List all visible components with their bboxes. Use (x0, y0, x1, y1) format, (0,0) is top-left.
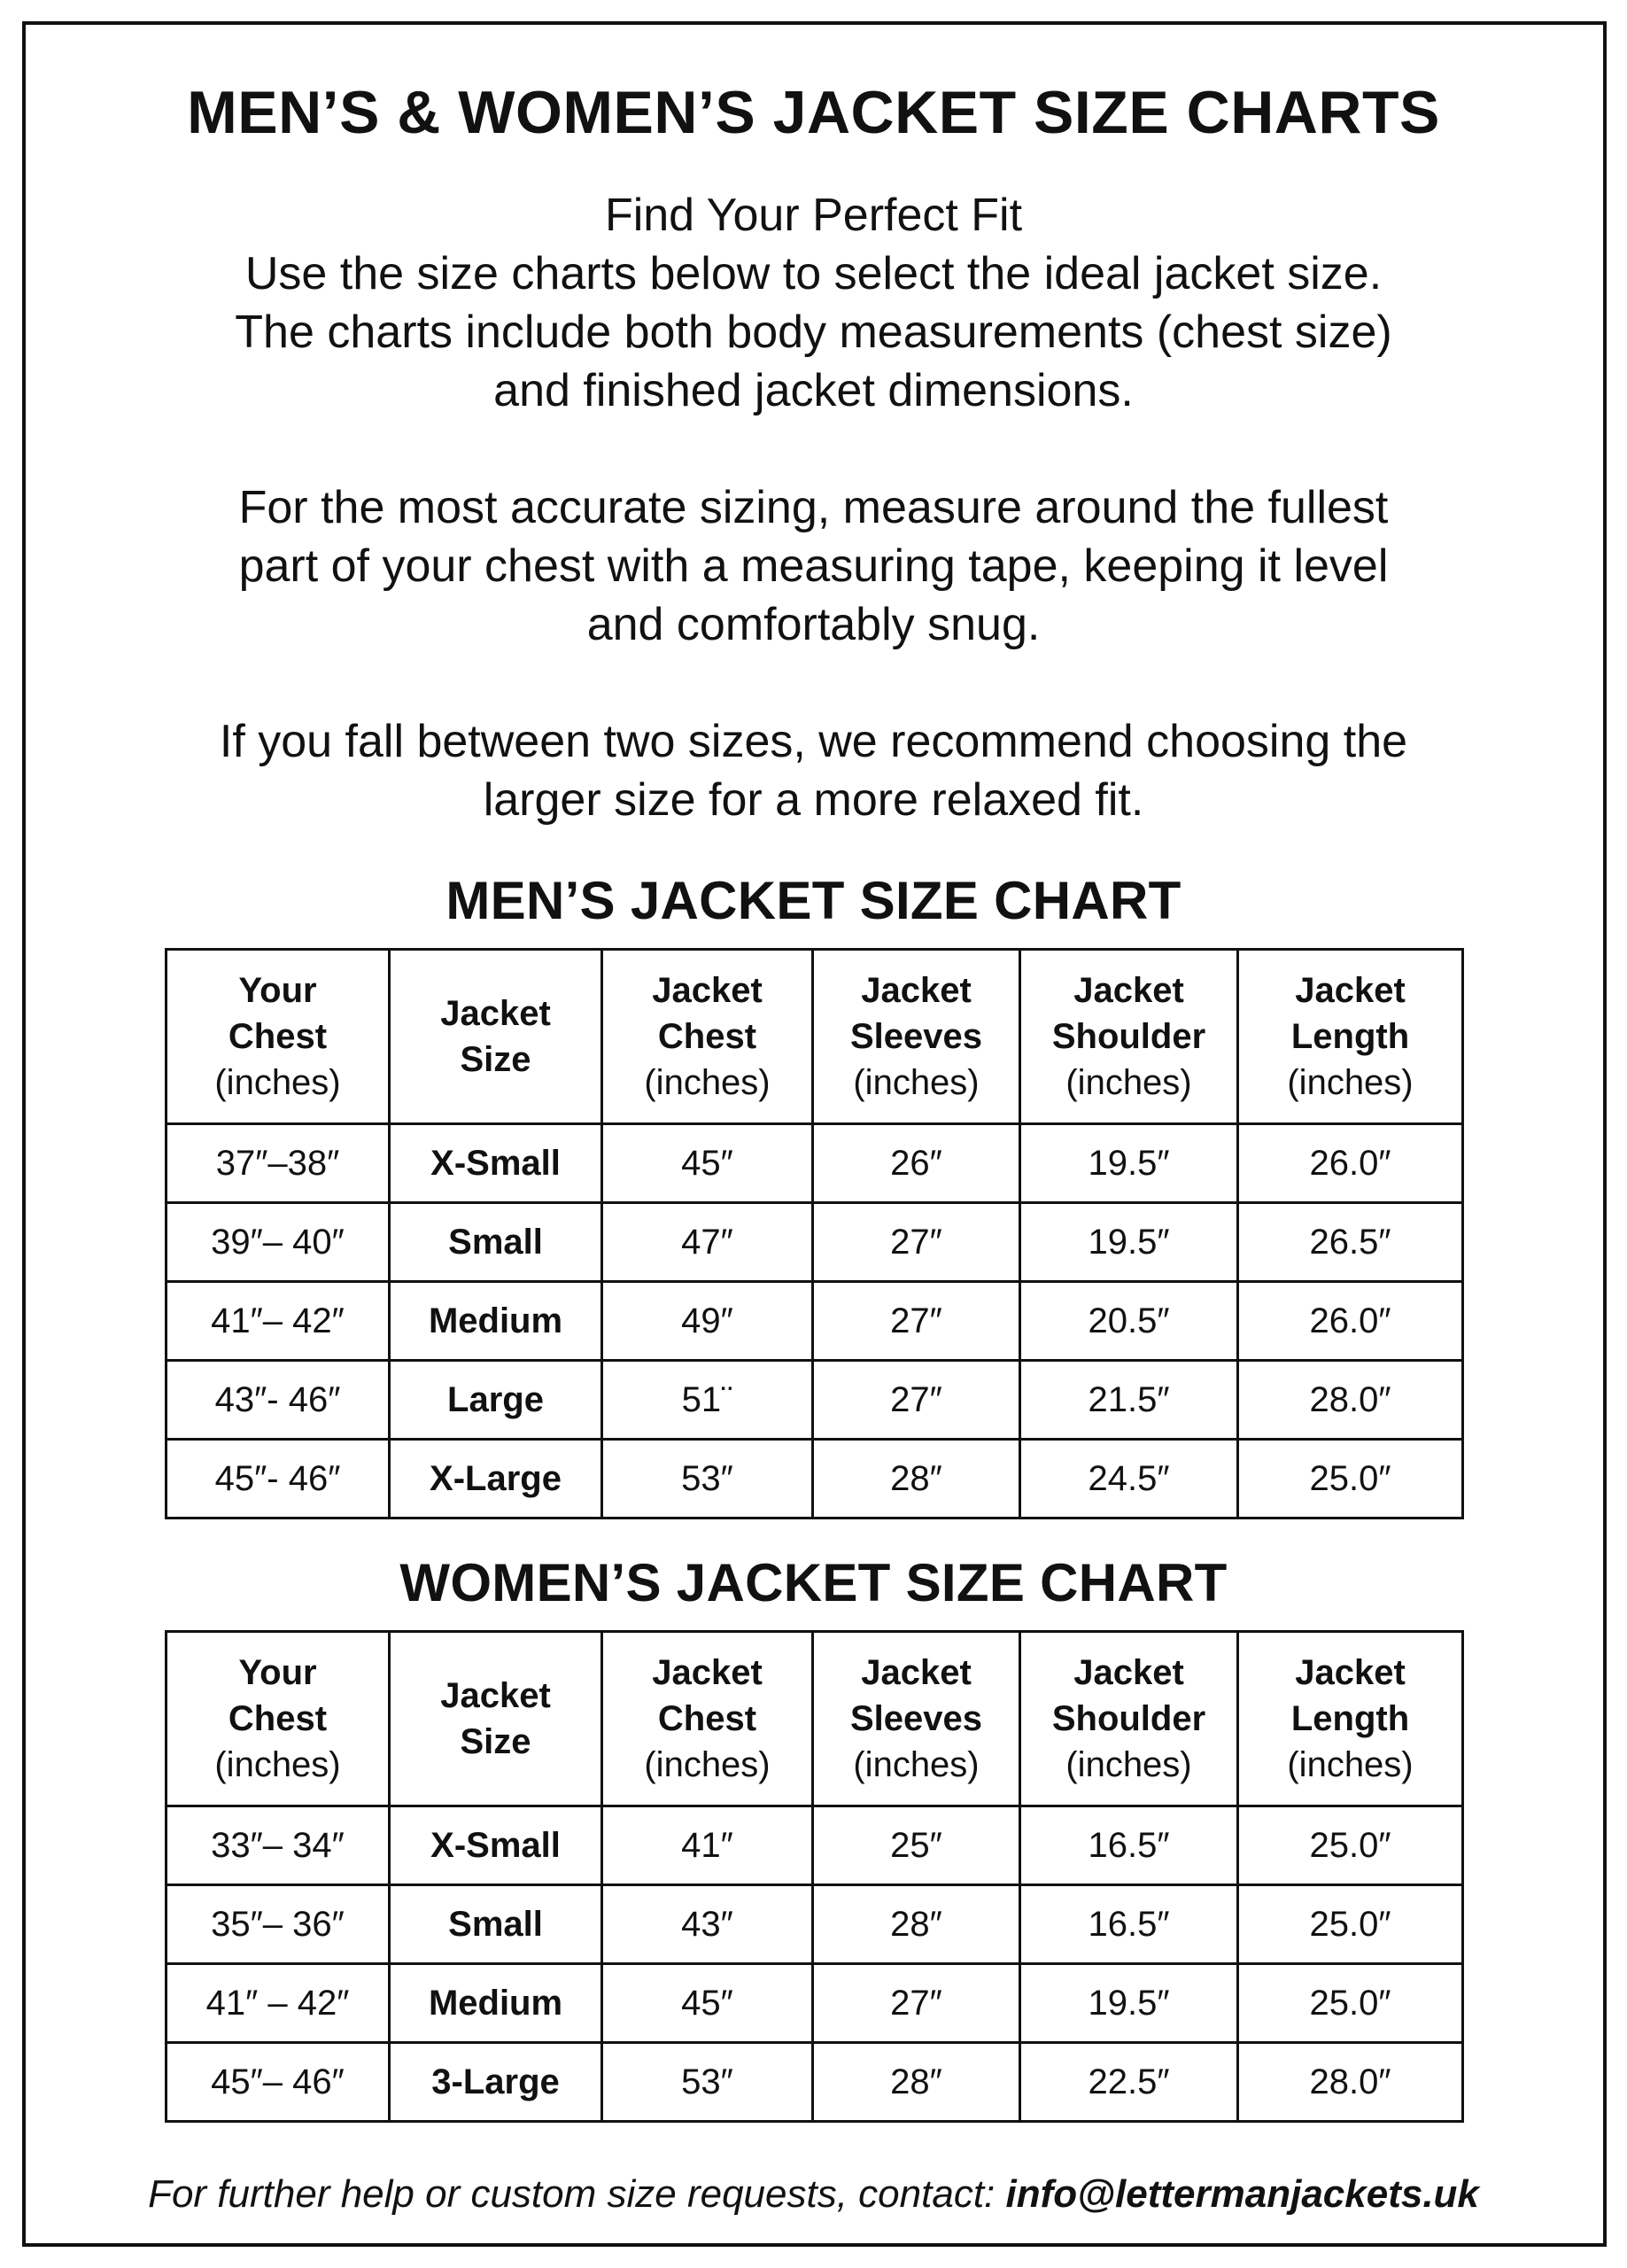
size-label-cell: X-Small (390, 1124, 602, 1203)
measurement-cell: 45″– 46″ (167, 2043, 390, 2122)
between-sizes-tip-line: larger size for a more relaxed fit. (483, 774, 1144, 826)
column-header (1238, 950, 1463, 1124)
table-header-row (167, 1632, 1463, 1806)
column-header-label: Sleeves (849, 1699, 983, 1738)
column-header-unit: (inches) (1065, 1063, 1192, 1102)
column-header-unit: (inches) (1287, 1745, 1414, 1784)
contact-email-link[interactable]: info@lettermanjackets.uk (1005, 2172, 1479, 2216)
column-header-label: Size (460, 1040, 531, 1079)
column-header-label: Chest (657, 1699, 757, 1738)
measurement-cell: 28″ (813, 1885, 1020, 1964)
size-label-cell: Medium (390, 1282, 602, 1361)
measurement-cell: 35″– 36″ (167, 1885, 390, 1964)
measure-instructions-line: and comfortably snug. (586, 599, 1041, 650)
column-header-label: Length (1290, 1699, 1410, 1738)
column-header (602, 1632, 813, 1806)
measurement-cell: 47″ (602, 1203, 813, 1282)
measurement-cell: 43″ (602, 1885, 813, 1964)
column-header (167, 950, 390, 1124)
measurement-cell: 27″ (813, 1282, 1020, 1361)
measurement-cell: 16.5″ (1020, 1806, 1238, 1885)
between-sizes-tip-line: If you fall between two sizes, we recommend choosing the (219, 716, 1408, 767)
measurement-cell: 25.0″ (1238, 1885, 1463, 1964)
table-row (167, 1885, 1463, 1964)
measurement-cell: 28″ (813, 2043, 1020, 2122)
column-header-label: Jacket (1295, 1653, 1406, 1692)
column-header-label: Jacket (1073, 971, 1184, 1010)
measurement-cell: 19.5″ (1020, 1964, 1238, 2043)
intro-text (0, 186, 1627, 829)
measurement-cell: 20.5″ (1020, 1282, 1238, 1361)
column-header (1238, 1632, 1463, 1806)
size-label-cell: 3-Large (390, 2043, 602, 2122)
measurement-cell: 26″ (813, 1124, 1020, 1203)
column-header-label: Chest (228, 1699, 328, 1738)
measurement-cell: 28.0″ (1238, 1361, 1463, 1440)
column-header (390, 1632, 602, 1806)
measurement-cell: 41″– 42″ (167, 1282, 390, 1361)
size-label-cell: X-Large (390, 1440, 602, 1518)
table-row (167, 2043, 1463, 2122)
measurement-cell: 27″ (813, 1361, 1020, 1440)
column-header-unit: (inches) (214, 1745, 341, 1784)
table-row (167, 1361, 1463, 1440)
measurement-cell: 37″–38″ (167, 1124, 390, 1203)
column-header-unit: (inches) (644, 1063, 771, 1102)
intro-line: and finished jacket dimensions. (493, 365, 1134, 416)
column-header (167, 1632, 390, 1806)
column-header-label: Jacket (861, 1653, 972, 1692)
measurement-cell: 22.5″ (1020, 2043, 1238, 2122)
size-label-cell: Medium (390, 1964, 602, 2043)
table-row (167, 1203, 1463, 1282)
column-header (1020, 950, 1238, 1124)
contact-text: For further help or custom size requests, contact: (148, 2172, 1006, 2216)
measurement-cell: 41″ – 42″ (167, 1964, 390, 2043)
column-header-label: Sleeves (849, 1017, 983, 1056)
measurement-cell: 43″- 46″ (167, 1361, 390, 1440)
measurement-cell: 26.5″ (1238, 1203, 1463, 1282)
measurement-cell: 53″ (602, 2043, 813, 2122)
measurement-cell: 25.0″ (1238, 1806, 1463, 1885)
measurement-cell: 25.0″ (1238, 1964, 1463, 2043)
column-header-unit: (inches) (644, 1745, 771, 1784)
page-title: MEN’S & WOMEN’S JACKET SIZE CHARTS (187, 79, 1440, 146)
womens-chart-title: WOMEN’S JACKET SIZE CHART (399, 1553, 1228, 1612)
column-header-label: Jacket (440, 1676, 551, 1715)
measurement-cell: 49″ (602, 1282, 813, 1361)
table-row (167, 1964, 1463, 2043)
measure-instructions-line: For the most accurate sizing, measure around the fullest (238, 482, 1389, 533)
column-header-label: Shoulder (1051, 1699, 1206, 1738)
mens-chart-title: MEN’S JACKET SIZE CHART (445, 871, 1182, 930)
measurement-cell: 27″ (813, 1964, 1020, 2043)
measurement-cell: 45″ (602, 1124, 813, 1203)
column-header-label: Your (238, 971, 317, 1010)
measurement-cell: 25″ (813, 1806, 1020, 1885)
size-label-cell: X-Small (390, 1806, 602, 1885)
table-row (167, 1282, 1463, 1361)
column-header-label: Length (1290, 1017, 1410, 1056)
measurement-cell: 16.5″ (1020, 1885, 1238, 1964)
measurement-cell: 28″ (813, 1440, 1020, 1518)
measurement-cell: 41″ (602, 1806, 813, 1885)
table-row (167, 1806, 1463, 1885)
intro-subtitle: Find Your Perfect Fit (604, 190, 1023, 241)
column-header-unit: (inches) (1287, 1063, 1414, 1102)
column-header (813, 950, 1020, 1124)
womens-size-table (165, 1630, 1464, 2123)
intro-line: The charts include both body measurements (chest size) (235, 307, 1392, 358)
column-header (602, 950, 813, 1124)
measurement-cell: 39″– 40″ (167, 1203, 390, 1282)
measurement-cell: 45″- 46″ (167, 1440, 390, 1518)
measurement-cell: 25.0″ (1238, 1440, 1463, 1518)
measurement-cell: 27″ (813, 1203, 1020, 1282)
measurement-cell: 51¨ (602, 1361, 813, 1440)
measurement-cell: 19.5″ (1020, 1203, 1238, 1282)
table-row (167, 1124, 1463, 1203)
measurement-cell: 21.5″ (1020, 1361, 1238, 1440)
column-header-label: Jacket (440, 994, 551, 1033)
size-label-cell: Small (390, 1203, 602, 1282)
column-header-label: Jacket (861, 971, 972, 1010)
column-header-unit: (inches) (214, 1063, 341, 1102)
measurement-cell: 26.0″ (1238, 1282, 1463, 1361)
measurement-cell: 28.0″ (1238, 2043, 1463, 2122)
contact-footer (0, 2172, 1627, 2217)
column-header-label: Shoulder (1051, 1017, 1206, 1056)
column-header-unit: (inches) (853, 1063, 980, 1102)
measurement-cell: 26.0″ (1238, 1124, 1463, 1203)
column-header-label: Jacket (1295, 971, 1406, 1010)
column-header-label: Chest (657, 1017, 757, 1056)
size-label-cell: Small (390, 1885, 602, 1964)
column-header-label: Jacket (652, 1653, 763, 1692)
column-header-unit: (inches) (853, 1745, 980, 1784)
column-header-label: Jacket (652, 971, 763, 1010)
column-header-label: Chest (228, 1017, 328, 1056)
measurement-cell: 24.5″ (1020, 1440, 1238, 1518)
column-header (1020, 1632, 1238, 1806)
column-header-label: Size (460, 1722, 531, 1761)
measure-instructions-line: part of your chest with a measuring tape, keeping it level (238, 540, 1389, 592)
column-header-unit: (inches) (1065, 1745, 1192, 1784)
table-row (167, 1440, 1463, 1518)
measurement-cell: 45″ (602, 1964, 813, 2043)
column-header (390, 950, 602, 1124)
measurement-cell: 19.5″ (1020, 1124, 1238, 1203)
measurement-cell: 33″– 34″ (167, 1806, 390, 1885)
measurement-cell: 53″ (602, 1440, 813, 1518)
intro-line: Use the size charts below to select the ideal jacket size. (244, 248, 1383, 299)
mens-size-table (165, 948, 1464, 1519)
column-header-label: Your (238, 1653, 317, 1692)
column-header (813, 1632, 1020, 1806)
table-header-row (167, 950, 1463, 1124)
column-header-label: Jacket (1073, 1653, 1184, 1692)
size-label-cell: Large (390, 1361, 602, 1440)
